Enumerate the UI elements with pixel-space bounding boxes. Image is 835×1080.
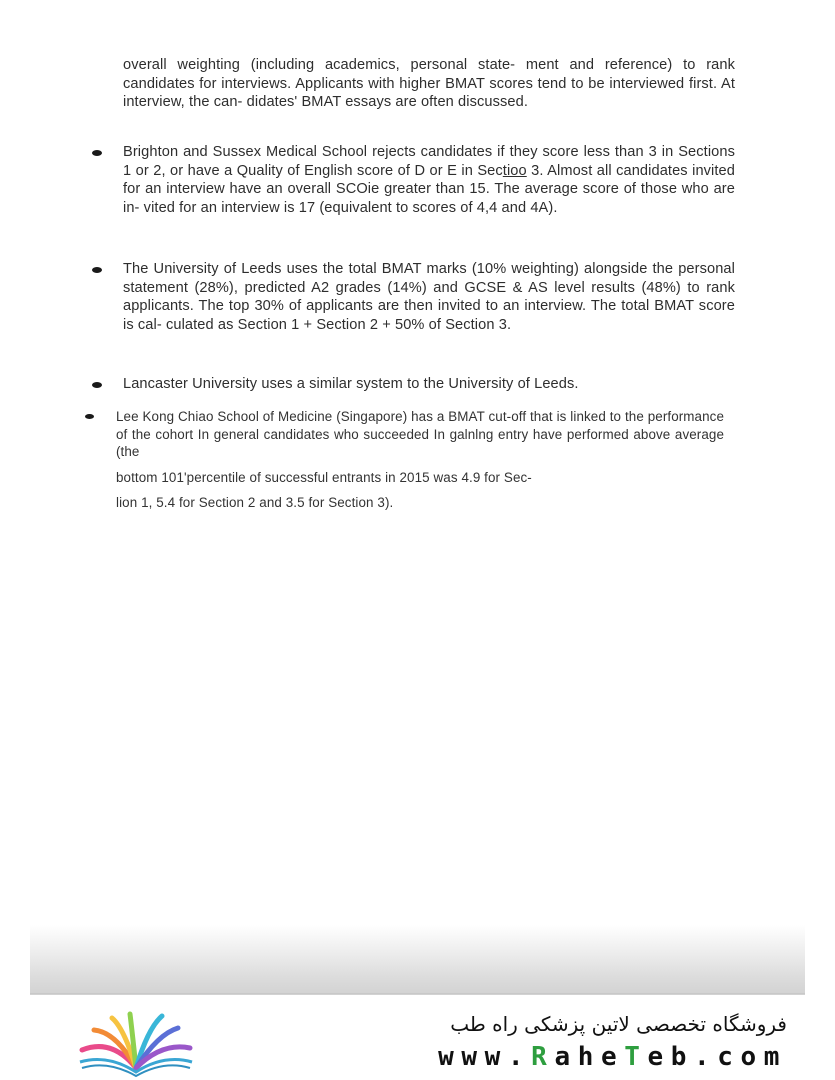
- leeds-paragraph: The University of Leeds uses the total BMAT marks (10% weighting) alongside the personal statement (28%), predicted A2 grades (14%) and GCSE & AS level results (48%) to rank applicants. The top 30% of applicants are then invited to an interview. The total BMAT score is cal- culated as Section 1 + Section 2 + 50% of Section 3.: [123, 261, 735, 333]
- site-url-suffix: eb.com: [647, 1042, 787, 1072]
- bullet-leeds: [92, 267, 102, 273]
- site-url-prefix: www.: [438, 1042, 532, 1072]
- site-url-t: T: [624, 1042, 648, 1072]
- book-logo-icon: [72, 1008, 200, 1078]
- brighton-paragraph: [123, 143, 735, 217]
- site-url[interactable]: [438, 1042, 787, 1072]
- lkc-line-2: bottom 101'percentile of successful entrants in 2015 was 4.9 for Sec-: [116, 470, 532, 485]
- footer-shade: [30, 925, 805, 995]
- shop-title: فروشگاه تخصصی لاتین پزشکی راه طب: [450, 1012, 787, 1036]
- intro-paragraph: overall weighting (including academics, personal state- ment and reference) to rank candidates for interviews. Applicants with higher BMAT scores tend to be interviewed first. At interview, the can- didates' BMAT essays are often discussed.: [123, 57, 735, 111]
- site-url-mid: ahe: [554, 1042, 625, 1072]
- brighton-text-a: Brighton and Sussex Medical School rejects candidates if they score less than 3 in Sections 1 or 2, or have a Quality of English score of D or E in Sec: [123, 144, 735, 179]
- bullet-lancaster: [92, 382, 102, 388]
- bullet-brighton: [92, 150, 102, 156]
- brighton-underlined: tioo: [502, 162, 527, 179]
- lkc-line-3: lion 1, 5.4 for Section 2 and 3.5 for Section 3).: [116, 495, 394, 510]
- site-url-r: R: [531, 1042, 555, 1072]
- bullet-lkc: [85, 414, 94, 419]
- brighton-text-b: 3. Almost all candidates invited for an interview have an overall SCOie greater than 15. The average score of those who are in- vited for an interview is 17 (equivalent to scores of 4,4 and 4A).: [123, 162, 735, 216]
- footer-divider: [30, 993, 805, 994]
- lkc-paragraph: Lee Kong Chiao School of Medicine (Singapore) has a BMAT cut-off that is linked to the performance of the cohort In general candidates who succeeded In galnlng entry have performed above average (the: [116, 409, 724, 459]
- lancaster-paragraph: Lancaster University uses a similar system to the University of Leeds.: [123, 376, 579, 392]
